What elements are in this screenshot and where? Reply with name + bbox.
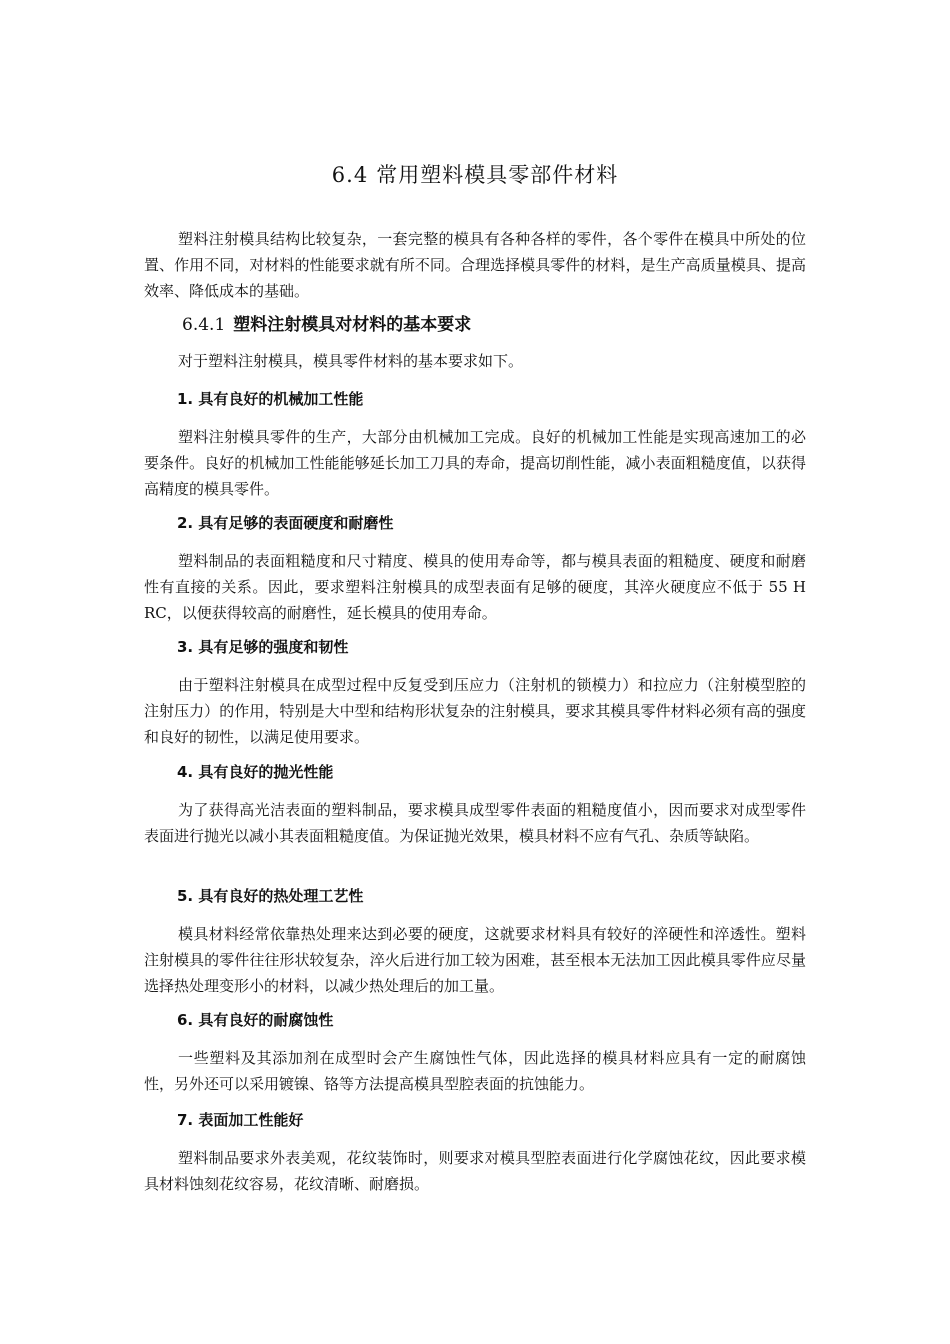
item-body-2: 塑料制品的表面粗糙度和尺寸精度、模具的使用寿命等，都与模具表面的粗糙度、硬度和耐磨性有直接的关系。因此，要求塑料注射模具的成型表面有足够的硬度，其淬火硬度应不低于 55 H RC，以便获得较高的耐磨性，延长模具的使用寿命。	[144, 552, 806, 622]
chapter-title-text: 常用塑料模具零部件材料	[376, 163, 619, 187]
item-body-1: 塑料注射模具零件的生产，大部分由机械加工完成。良好的机械加工性能是实现高速加工的必要条件。良好的机械加工性能能够延长加工刀具的寿命，提高切削性能，减小表面粗糙度值，以获得高精度的模具零件。	[144, 428, 806, 498]
item-body-5: 模具材料经常依靠热处理来达到必要的硬度，这就要求材料具有较好的淬硬性和淬透性。塑料注射模具的零件往往形状较复杂，淬火后进行加工较为困难，甚至根本无法加工因此模具零件应尽量选择热处理变形小的材料，以减少热处理后的加工量。	[144, 925, 806, 995]
item-body-7: 塑料制品要求外表美观，花纹装饰时，则要求对模具型腔表面进行化学腐蚀花纹，因此要求模具材料蚀刻花纹容易，花纹清晰、耐磨损。	[144, 1149, 806, 1193]
item-heading-4: 4. 具有良好的抛光性能	[177, 763, 334, 781]
intro-paragraph: 塑料注射模具结构比较复杂，一套完整的模具有各种各样的零件，各个零件在模具中所处的位置、作用不同，对材料的性能要求就有所不同。合理选择模具零件的材料，是生产高质量模具、提高效率、降低成本的基础。	[144, 230, 806, 300]
item-body-4: 为了获得高光洁表面的塑料制品，要求模具成型零件表面的粗糙度值小，因而要求对成型零件表面进行抛光以减小其表面粗糙度值。为保证抛光效果，模具材料不应有气孔、杂质等缺陷。	[144, 801, 806, 845]
item-body-3: 由于塑料注射模具在成型过程中反复受到压应力（注射机的锁模力）和拉应力（注射模型腔的注射压力）的作用，特别是大中型和结构形状复杂的注射模具，要求其模具零件材料必须有高的强度和良好的韧性，以满足使用要求。	[144, 676, 806, 746]
item-body-6: 一些塑料及其添加剂在成型时会产生腐蚀性气体，因此选择的模具材料应具有一定的耐腐蚀性，另外还可以采用镀镍、铬等方法提高模具型腔表面的抗蚀能力。	[144, 1049, 806, 1093]
item-heading-1: 1. 具有良好的机械加工性能	[177, 390, 364, 408]
item-heading-2: 2. 具有足够的表面硬度和耐磨性	[177, 514, 394, 532]
chapter-title	[144, 160, 806, 190]
item-heading-7: 7. 表面加工性能好	[177, 1111, 304, 1129]
item-heading-6: 6. 具有良好的耐腐蚀性	[177, 1011, 334, 1029]
section-number: 6.4.1	[182, 315, 226, 335]
section-intro-paragraph: 对于塑料注射模具，模具零件材料的基本要求如下。	[178, 352, 524, 370]
section-heading	[144, 311, 844, 339]
item-heading-3: 3. 具有足够的强度和韧性	[177, 638, 349, 656]
item-heading-5: 5. 具有良好的热处理工艺性	[177, 887, 364, 905]
chapter-number: 6.4	[331, 163, 369, 187]
section-heading-text: 塑料注射模具对材料的基本要求	[233, 315, 472, 335]
